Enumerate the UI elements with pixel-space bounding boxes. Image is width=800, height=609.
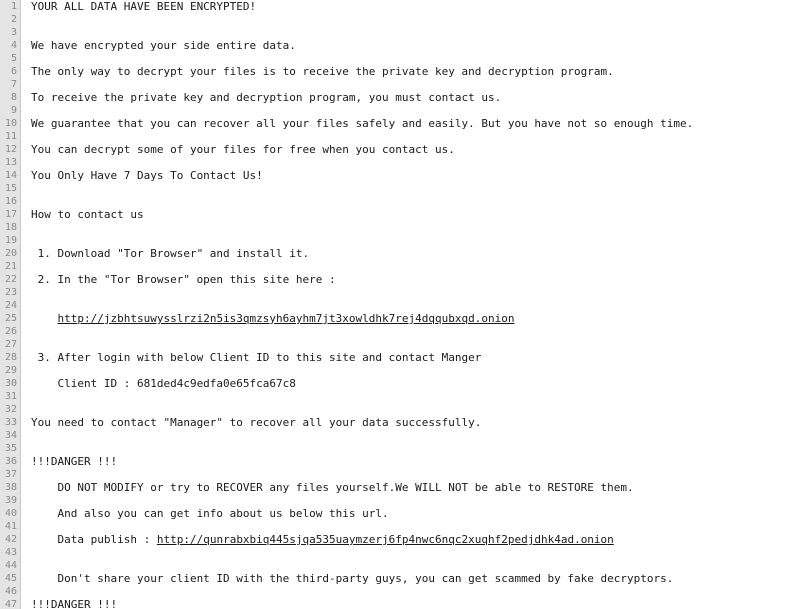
line-number: 41	[4, 521, 17, 532]
line-number: 32	[4, 404, 17, 415]
document-line	[0, 338, 800, 351]
line-text: You need to contact "Manager" to recover all your data successfully.	[31, 416, 482, 429]
line-text: The only way to decrypt your files is to receive the private key and decryption program.	[31, 65, 614, 78]
line-number: 11	[4, 131, 17, 142]
document-line	[0, 156, 800, 169]
document-line	[0, 364, 800, 377]
line-number: 30	[4, 378, 17, 389]
document-line	[0, 234, 800, 247]
line-number: 40	[4, 508, 17, 519]
line-number: 7	[10, 79, 17, 90]
document-line	[0, 572, 800, 585]
line-number: 5	[10, 53, 17, 64]
line-text: DO NOT MODIFY or try to RECOVER any files yourself.We WILL NOT be able to RESTORE them.	[31, 481, 634, 494]
line-number: 34	[4, 430, 17, 441]
line-number: 13	[4, 157, 17, 168]
document-line	[0, 377, 800, 390]
document-line	[0, 273, 800, 286]
document-line	[0, 455, 800, 468]
line-number: 12	[4, 144, 17, 155]
document-line	[0, 13, 800, 26]
line-number: 16	[4, 196, 17, 207]
document-line	[0, 65, 800, 78]
line-text: We have encrypted your side entire data.	[31, 39, 296, 52]
line-number: 43	[4, 547, 17, 558]
document-line	[0, 117, 800, 130]
line-number: 35	[4, 443, 17, 454]
line-number: 9	[10, 105, 17, 116]
document-line	[0, 286, 800, 299]
line-text: To receive the private key and decryption program, you must contact us.	[31, 91, 502, 104]
line-number: 14	[4, 170, 17, 181]
document-line	[0, 520, 800, 533]
document-line	[0, 0, 800, 13]
line-number: 36	[4, 456, 17, 467]
document-line	[0, 533, 800, 546]
line-number: 22	[4, 274, 17, 285]
line-number: 20	[4, 248, 17, 259]
line-number: 4	[10, 40, 17, 51]
document-line	[0, 429, 800, 442]
document-line	[0, 195, 800, 208]
line-text: And also you can get info about us below this url.	[31, 507, 389, 520]
document-line	[0, 325, 800, 338]
document-line	[0, 208, 800, 221]
line-text: 3. After login with below Client ID to this site and contact Manger	[31, 351, 482, 364]
line-text	[31, 533, 614, 546]
line-number: 26	[4, 326, 17, 337]
line-number: 6	[10, 66, 17, 77]
document-line	[0, 104, 800, 117]
line-text: We guarantee that you can recover all your files safely and easily. But you have not so enough time.	[31, 117, 694, 130]
line-number: 47	[4, 599, 17, 609]
document-line	[0, 299, 800, 312]
document-line	[0, 481, 800, 494]
document-line	[0, 507, 800, 520]
line-number: 19	[4, 235, 17, 246]
line-number: 1	[10, 1, 17, 12]
data-publish-label: Data publish :	[31, 533, 157, 546]
document-line	[0, 598, 800, 609]
line-number: 28	[4, 352, 17, 363]
document-line	[0, 403, 800, 416]
document-line	[0, 559, 800, 572]
line-number: 44	[4, 560, 17, 571]
line-number: 2	[10, 14, 17, 25]
line-number: 33	[4, 417, 17, 428]
document-line	[0, 585, 800, 598]
line-number: 18	[4, 222, 17, 233]
line-text: !!!DANGER !!!	[31, 598, 118, 609]
document-line	[0, 416, 800, 429]
line-number: 39	[4, 495, 17, 506]
document-line	[0, 390, 800, 403]
line-text: YOUR ALL DATA HAVE BEEN ENCRYPTED!	[31, 0, 257, 13]
tor-site-link[interactable]: http://jzbhtsuwysslrzi2n5is3qmzsyh6ayhm7jt3xowldhk7rej4dqqubxqd.onion	[57, 312, 515, 325]
document-line	[0, 52, 800, 65]
document-line	[0, 39, 800, 52]
line-number: 17	[4, 209, 17, 220]
document-line	[0, 143, 800, 156]
line-number: 23	[4, 287, 17, 298]
line-number: 37	[4, 469, 17, 480]
line-number: 3	[10, 27, 17, 38]
document-line	[0, 182, 800, 195]
data-publish-link[interactable]: http://qunrabxbiq445sjqa535uaymzerj6fp4nwc6nqc2xuqhf2pedjdhk4ad.onion	[156, 533, 614, 546]
line-text: Don't share your client ID with the third-party guys, you can get scammed by fake decryptors.	[31, 572, 674, 585]
document-line	[0, 260, 800, 273]
document-line	[0, 247, 800, 260]
document-line	[0, 78, 800, 91]
document-line	[0, 494, 800, 507]
document-line	[0, 468, 800, 481]
line-number: 38	[4, 482, 17, 493]
document-line	[0, 130, 800, 143]
line-text: 2. In the "Tor Browser" open this site here :	[31, 273, 336, 286]
line-text: You Only Have 7 Days To Contact Us!	[31, 169, 263, 182]
line-number: 45	[4, 573, 17, 584]
line-text	[31, 312, 514, 325]
document-line	[0, 26, 800, 39]
line-number: 42	[4, 534, 17, 545]
line-text: How to contact us	[31, 208, 144, 221]
line-number: 25	[4, 313, 17, 324]
document-line	[0, 312, 800, 325]
document-line	[0, 442, 800, 455]
line-number: 15	[4, 183, 17, 194]
line-number: 10	[4, 118, 17, 129]
line-text: !!!DANGER !!!	[31, 455, 118, 468]
line-number: 31	[4, 391, 17, 402]
document-line	[0, 169, 800, 182]
line-number: 21	[4, 261, 17, 272]
line-text: Client ID : 681ded4c9edfa0e65fca67c8	[31, 377, 296, 390]
line-number: 8	[10, 92, 17, 103]
line-number: 29	[4, 365, 17, 376]
line-number: 46	[4, 586, 17, 597]
document-line	[0, 221, 800, 234]
line-text: 1. Download "Tor Browser" and install it.	[31, 247, 310, 260]
document-line	[0, 546, 800, 559]
line-number: 27	[4, 339, 17, 350]
line-number: 24	[4, 300, 17, 311]
document-line	[0, 91, 800, 104]
line-text: You can decrypt some of your files for free when you contact us.	[31, 143, 455, 156]
document-line	[0, 351, 800, 364]
